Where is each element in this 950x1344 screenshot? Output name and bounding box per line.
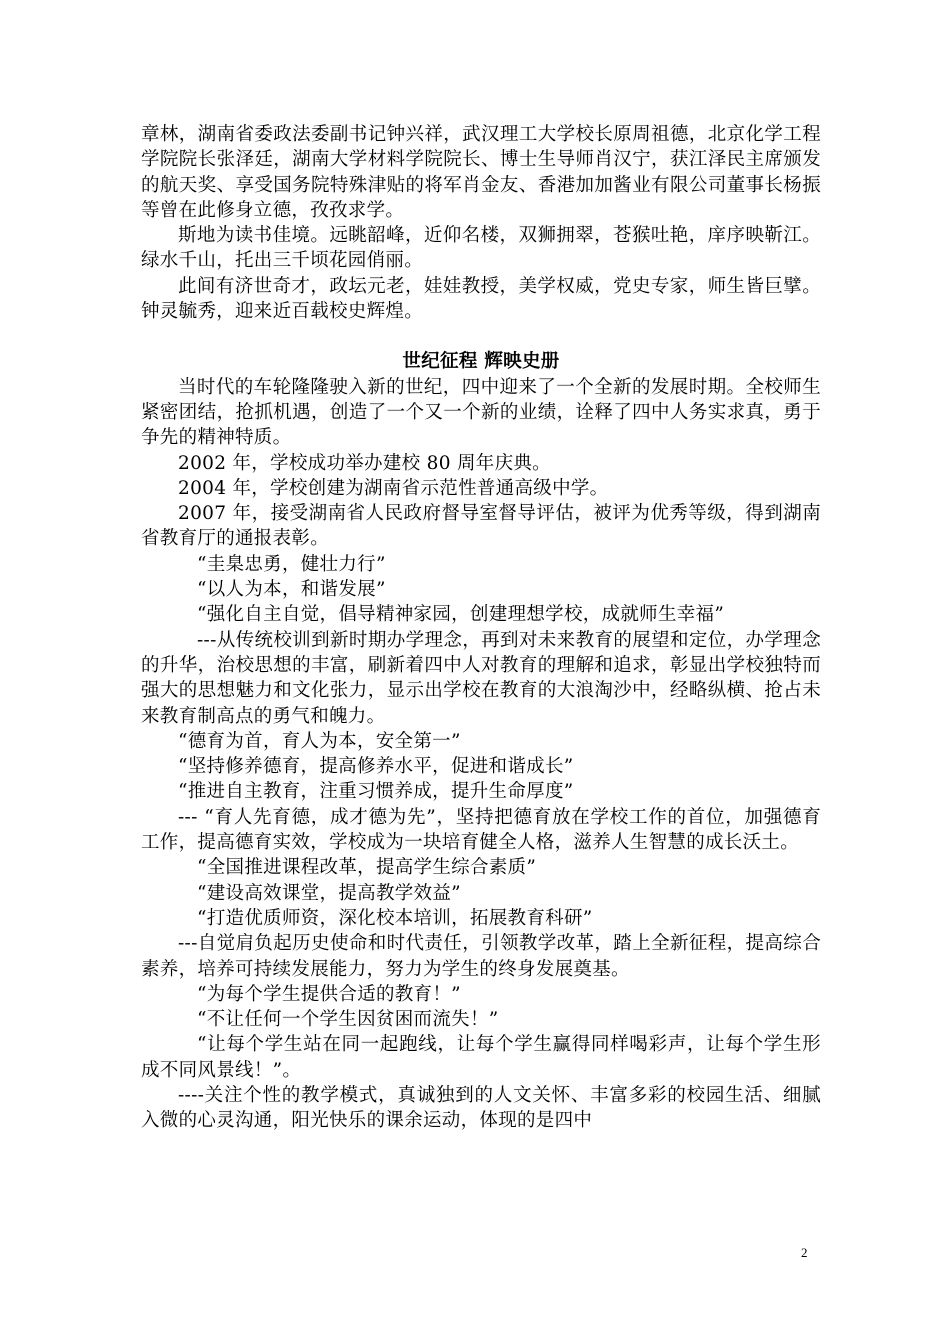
quote-line: “让每个学生站在同一起跑线，让每个学生赢得同样喝彩声，让每个学生形成不同风景线！”。 <box>141 1034 821 1081</box>
paragraph: 2004 年，学校创建为湖南省示范性普通高级中学。 <box>178 477 609 499</box>
quote-line: “以人为本，和谐发展” <box>197 579 386 601</box>
paragraph: 2007 年，接受湖南省人民政府督导室督导评估，被评为优秀等级，得到湖南省教育厅的通报表彰。 <box>141 503 821 550</box>
section-heading: 世纪征程 辉映史册 <box>402 351 560 373</box>
quote-line: “德育为首，育人为本，安全第一” <box>178 730 461 752</box>
paragraph: 斯地为读书佳境。远眺韶峰，近仰名楼，双狮拥翠，苍猴吐艳，庠序映靳江。绿水千山，托出三千顷花园俏丽。 <box>141 225 821 272</box>
quote-line: “全国推进课程改革，提高学生综合素质” <box>197 857 537 879</box>
quote-line: “坚持修养德育，提高修养水平，促进和谐成长” <box>178 756 574 778</box>
paragraph: 章林，湖南省委政法委副书记钟兴祥，武汉理工大学校长原周祖德，北京化学工程学院院长张泽廷，湖南大学材料学院院长、博士生导师肖汉宁，获江泽民主席颁发的航天奖、享受国务院特殊津贴的将军肖金友、香港加加酱业有限公司董事长杨振等曾在此修身立德，孜孜求学。 <box>141 124 821 221</box>
commentary-paragraph: --- “育人先育德，成才德为先”，坚持把德育放在学校工作的首位，加强德育工作，提高德育实效，学校成为一块培育健全人格，滋养人生智慧的成长沃土。 <box>141 806 821 854</box>
quote-line: “建设高效课堂，提高教学效益” <box>197 882 461 904</box>
quote-line: “不让任何一个学生因贫困而流失！” <box>197 1009 499 1031</box>
commentary-paragraph: ---自觉肩负起历史使命和时代责任，引领教学改革，踏上全新征程，提高综合素养，培养可持续发展能力，努力为学生的终身发展奠基。 <box>141 933 821 980</box>
quote-line: “打造优质师资，深化校本培训，拓展教育科研” <box>197 907 593 929</box>
quote-line: “推进自主教育，注重习惯养成，提升生命厚度” <box>178 781 574 803</box>
quote-line: “圭臬忠勇，健壮力行” <box>197 553 386 575</box>
paragraph: 2002 年，学校成功举办建校 80 周年庆典。 <box>178 452 551 474</box>
page-number: 2 <box>801 1245 808 1260</box>
commentary-paragraph: ----关注个性的教学模式，真诚独到的人文关怀、丰富多彩的校园生活、细腻入微的心灵沟通，阳光快乐的课余运动，体现的是四中 <box>141 1084 821 1132</box>
paragraph: 此间有济世奇才，政坛元老，娃娃教授，美学权威，党史专家，师生皆巨擘。钟灵毓秀，迎来近百载校史辉煌。 <box>141 275 821 323</box>
quote-line: “为每个学生提供合适的教育！” <box>197 983 461 1005</box>
body-text <box>141 122 821 1134</box>
quote-line: “强化自主自觉，倡导精神家园，创建理想学校，成就师生幸福” <box>197 604 725 626</box>
commentary-paragraph: ---从传统校训到新时期办学理念，再到对未来教育的展望和定位，办学理念的升华，治校思想的丰富，刷新着四中人对教育的理解和追求，彰显出学校独特而强大的思想魅力和文化张力，显示出学校在教育的大浪淘沙中，经略纵横、抢占未来教育制高点的勇气和魄力。 <box>141 629 821 727</box>
paragraph: 当时代的车轮隆隆驶入新的世纪，四中迎来了一个全新的发展时期。全校师生紧密团结，抢抓机遇，创造了一个又一个新的业绩，诠释了四中人务实求真，勇于争先的精神特质。 <box>141 376 821 449</box>
